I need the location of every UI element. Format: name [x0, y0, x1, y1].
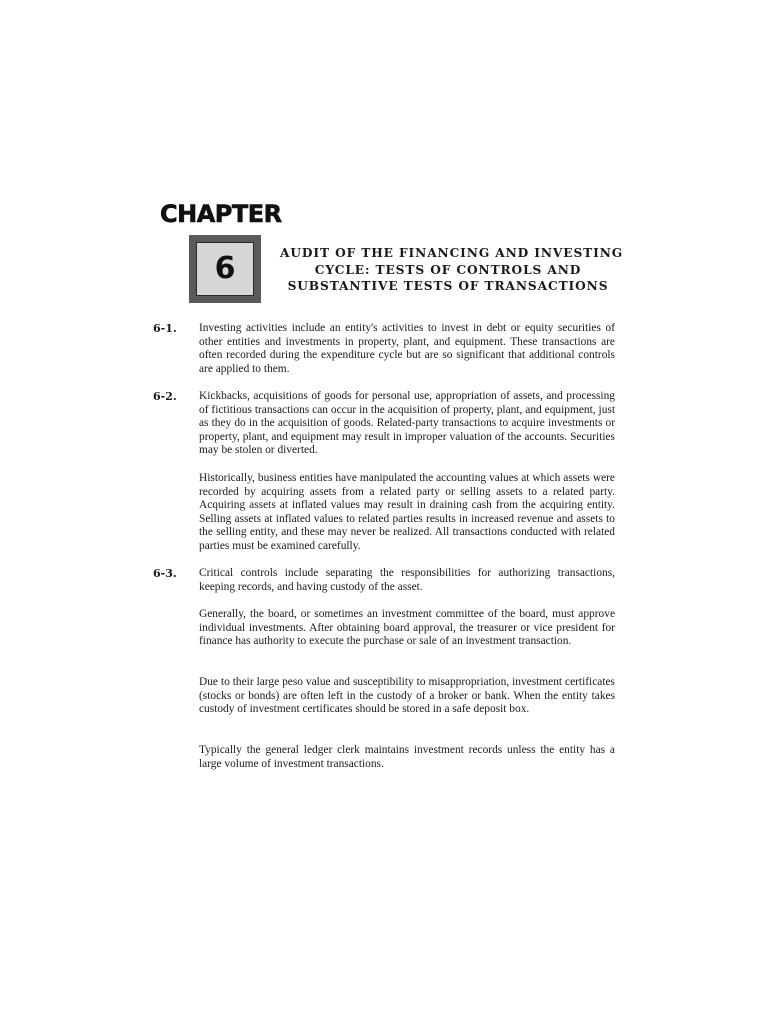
answer-paragraph: Generally, the board, or sometimes an investment committee of the board, must approve individual investments. After obtaining board approval, the treasurer or vice president for finance has authority to execute the purchase or sale of an investment transaction. [199, 608, 615, 648]
answer-body [199, 472, 615, 554]
answer-number: 6-3. [153, 567, 177, 580]
chapter-number: 6 [214, 251, 236, 286]
answer-number: 6-1. [153, 322, 177, 335]
chapter-number-box-inner [196, 242, 254, 296]
answer-paragraph: Typically the general ledger clerk maintains investment records unless the entity has a large volume of investment transactions. [199, 744, 615, 770]
answer-paragraph: Historically, business entities have manipulated the accounting values at which assets were recorded by acquiring assets from a related party or selling assets to a related party. Acquiring assets at inflated values may result in draining cash from the acquiring entity. Selling assets at inflated values to related parties results in increased revenue and assets to the selling entity, and these may never be realized. All transactions conducted with related parties must be examined carefully. [199, 472, 615, 552]
answer-number: 6-2. [153, 390, 177, 403]
answer-paragraph: Due to their large peso value and susceptibility to misappropriation, investment certificates (stocks or bonds) are often left in the custody of a broker or bank. When the entity takes custody of investment certificates should be stored in a safe deposit box. [199, 676, 615, 716]
chapter-number-box [189, 235, 261, 303]
answer-paragraph: Kickbacks, acquisitions of goods for personal use, appropriation of assets, and processing of fictitious transactions can occur in the acquisition of property, plant, and equipment, just as they do in the acquisition of goods. Related-party transactions to acquire investments or property, plant, and equipment may result in improper valuation of the accounts. Securities may be stolen or diverted. [199, 390, 615, 457]
chapter-title [280, 245, 624, 295]
answer-body [199, 390, 615, 458]
chapter-title-line-3: SUBSTANTIVE TESTS OF TRANSACTIONS [287, 279, 609, 293]
answer-body [199, 676, 615, 717]
chapter-title-line-2: CYCLE: TESTS OF CONTROLS AND [314, 262, 582, 277]
answer-body [199, 322, 615, 376]
answer-body [199, 744, 615, 771]
answer-body [199, 608, 615, 649]
answer-paragraph: Critical controls include separating the responsibilities for authorizing transactions, keeping records, and having custody of the asset. [199, 567, 615, 593]
chapter-title-line-1: AUDIT OF THE FINANCING AND INVESTING [280, 246, 624, 260]
answer-body [199, 567, 615, 594]
chapter-label: CHAPTER [160, 200, 282, 228]
answer-paragraph: Investing activities include an entity's activities to invest in debt or equity securities of other entities and investments in property, plant, and equipment. These transactions are often recorded during the expenditure cycle but are so significant that additional controls are applied to them. [199, 322, 615, 375]
